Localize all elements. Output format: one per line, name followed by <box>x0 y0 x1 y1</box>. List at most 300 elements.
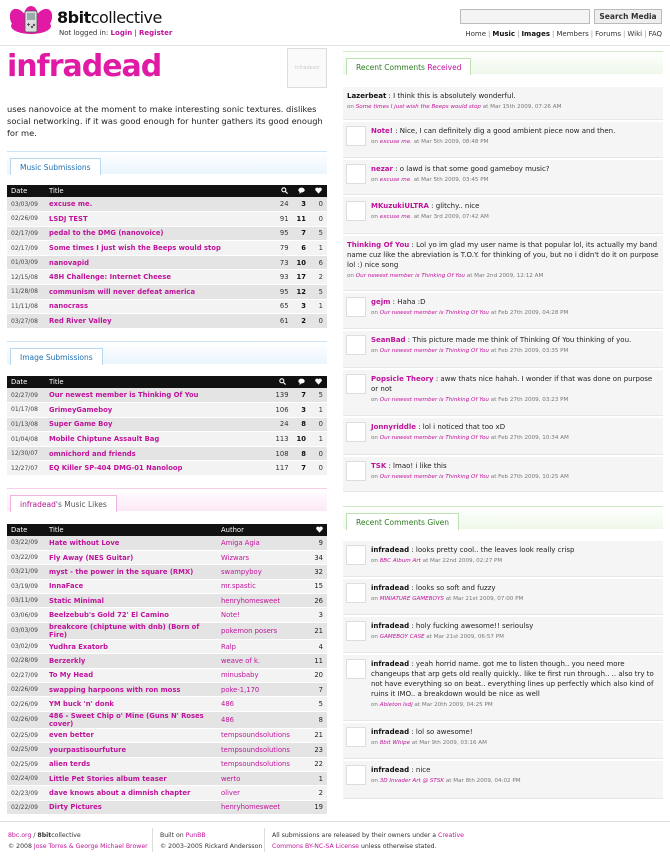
row-likes: 0 <box>310 417 327 432</box>
page-title: infradead <box>7 49 162 84</box>
row-likes: 1 <box>310 299 327 314</box>
table-row <box>7 197 327 212</box>
comment-message: : o lawd is that some good gameboy music? <box>392 165 550 173</box>
comment-text <box>371 583 659 593</box>
row-comments: 10 <box>293 432 310 447</box>
nav-separator: | <box>623 30 626 38</box>
row-title-link[interactable]: even better <box>45 728 217 742</box>
col-title[interactable]: Title <box>45 185 276 197</box>
comment-on-label: on <box>371 139 380 145</box>
comment-meta <box>371 348 659 354</box>
row-title-link[interactable]: Our newest member is Thinking Of You <box>45 388 272 403</box>
commenter-link[interactable]: TSK <box>371 462 387 470</box>
comment-target-link[interactable]: 8bit Whipe <box>379 740 411 746</box>
row-likes: 34 <box>307 550 327 564</box>
comment-message: : holy fucking awesome!! serioulsy <box>409 622 534 630</box>
comment-target-link[interactable]: Our newest member is Thinking Of You <box>379 348 489 354</box>
commenter-link[interactable]: Popsicle Theory <box>371 375 434 383</box>
comment-text <box>371 297 659 307</box>
row-date: 02/22/09 <box>7 800 45 814</box>
row-title-link[interactable]: YM buck 'n' donk <box>45 697 217 711</box>
row-author-link[interactable]: oliver <box>217 786 307 800</box>
nav-item-images[interactable]: Images <box>521 30 550 38</box>
commenter-avatar[interactable] <box>346 765 366 785</box>
commenter-link[interactable]: gejm <box>371 298 391 306</box>
search-media-button[interactable]: Search Media <box>594 9 662 24</box>
table-row <box>7 639 327 653</box>
row-title-link[interactable]: yourpastisourfuture <box>45 743 217 757</box>
row-author-link[interactable]: tempsoundsolutions <box>217 757 307 771</box>
comment-on-label: on <box>371 778 380 784</box>
row-title-link[interactable]: nanocrass <box>45 299 276 314</box>
nav-item-music[interactable]: Music <box>492 30 516 38</box>
heart-icon[interactable] <box>310 376 327 388</box>
search-icon[interactable] <box>276 185 293 197</box>
comment-item <box>343 761 663 799</box>
row-title-link[interactable]: 486 - Sweet Chip o' Mine (Guns N' Roses cover) <box>45 711 217 728</box>
nav-item-wiki[interactable]: Wiki <box>627 30 643 38</box>
table-row <box>7 388 327 403</box>
comment-meta <box>371 214 659 220</box>
comment-timestamp: at Mar 2nd 2009, 12:12 AM <box>464 273 544 279</box>
row-likes: 4 <box>307 639 327 653</box>
comment-target-link[interactable]: Our newest member is Thinking Of You <box>379 474 489 480</box>
row-comments: 2 <box>293 314 310 329</box>
row-likes: 0 <box>310 212 327 227</box>
row-plays: 95 <box>276 285 293 300</box>
row-date: 03/03/09 <box>7 197 45 212</box>
row-plays: 108 <box>272 446 293 461</box>
row-title-link[interactable]: Fly Away (NES Guitar) <box>45 550 217 564</box>
row-title-link[interactable]: Beelzebub's Gold 72' El Camino <box>45 608 217 622</box>
comment-target-link[interactable]: Our newest member is Thinking Of You <box>379 435 489 441</box>
comment-text <box>371 765 659 775</box>
comment-body <box>371 297 659 316</box>
row-title-link[interactable]: Yudhra Exatorb <box>45 639 217 653</box>
row-likes: 0 <box>310 446 327 461</box>
commenter-avatar[interactable] <box>346 297 366 317</box>
row-date: 03/02/09 <box>7 639 45 653</box>
commenter-link[interactable]: infradead <box>371 766 410 774</box>
row-title-link[interactable]: 48H Challenge: Internet Cheese <box>45 270 276 285</box>
commenter-link[interactable]: SeanBad <box>371 336 406 344</box>
table-row <box>7 771 327 785</box>
comment-target-link[interactable]: excuse me. <box>379 177 412 183</box>
comment-target-link[interactable]: Our newest member is Thinking Of You <box>355 273 465 279</box>
row-author-link[interactable]: swampyboy <box>217 565 307 579</box>
row-title-link[interactable]: communism will never defeat america <box>45 285 276 300</box>
comment-target-link[interactable]: Ableton lsdj <box>379 702 413 708</box>
commenter-avatar[interactable] <box>346 374 366 394</box>
comment-meta <box>371 558 659 564</box>
comment-on-label: on <box>347 273 356 279</box>
comment-body <box>371 727 659 746</box>
row-author-link[interactable]: Amiga Agia <box>217 536 307 550</box>
register-link[interactable]: Register <box>139 29 173 37</box>
comment-item <box>343 236 663 291</box>
row-title-link[interactable]: nanovapid <box>45 255 276 270</box>
row-author-link[interactable]: mr.spastic <box>217 579 307 593</box>
comment-timestamp: at Mar 9th 2009, 03:16 AM <box>410 740 487 746</box>
table-row <box>7 711 327 728</box>
table-row <box>7 683 327 697</box>
comment-text <box>371 201 659 211</box>
table-row <box>7 446 327 461</box>
row-comments: 8 <box>293 446 310 461</box>
comment-timestamp: at Mar 22nd 2009, 02:27 PM <box>420 558 503 564</box>
table-row <box>7 226 327 241</box>
row-plays: 24 <box>272 417 293 432</box>
row-likes: 32 <box>307 565 327 579</box>
table-row <box>7 417 327 432</box>
row-plays: 73 <box>276 255 293 270</box>
row-likes: 2 <box>310 270 327 285</box>
row-likes: 22 <box>307 757 327 771</box>
recent-received-header <box>343 51 663 74</box>
comment-on-label: on <box>347 104 356 110</box>
row-likes: 1 <box>310 403 327 418</box>
commenter-link[interactable]: infradead <box>371 584 410 592</box>
commenter-link[interactable]: Lazerbeat <box>347 92 387 100</box>
table-row <box>7 299 327 314</box>
row-date: 11/28/08 <box>7 285 45 300</box>
row-plays: 65 <box>276 299 293 314</box>
comment-item <box>343 579 663 615</box>
row-plays: 61 <box>276 314 293 329</box>
commenter-avatar[interactable] <box>346 335 366 355</box>
row-date: 03/11/09 <box>7 594 45 608</box>
footer-authors-link[interactable]: Jose Torres & George Michael Brower <box>33 843 148 850</box>
commenter-link[interactable]: nezar <box>371 165 393 173</box>
commenter-avatar[interactable] <box>346 126 366 146</box>
row-author-link[interactable]: henryhomesweet <box>217 800 307 814</box>
tab-recent-received[interactable]: Recent Comments Received <box>346 58 471 75</box>
comment-text <box>371 164 659 174</box>
comment-item <box>343 370 663 416</box>
comment-icon[interactable] <box>293 185 310 197</box>
commenter-avatar[interactable] <box>346 583 366 603</box>
comment-icon[interactable] <box>293 376 310 388</box>
comment-body <box>371 621 659 640</box>
comment-on-label: on <box>371 397 380 403</box>
row-date: 02/26/09 <box>7 212 45 227</box>
row-likes: 1 <box>310 241 327 256</box>
tab-image-submissions[interactable]: Image Submissions <box>10 348 103 365</box>
comment-message: : lmao! i like this <box>386 462 447 470</box>
table-row <box>7 594 327 608</box>
comment-target-link[interactable]: 3D Invader Art @ STSK <box>379 778 445 784</box>
8bc-logo[interactable] <box>10 6 52 44</box>
comment-on-label: on <box>371 702 380 708</box>
row-author-link[interactable]: minusbaby <box>217 668 307 682</box>
comment-message: : looks pretty cool.. the leaves look really crisp <box>409 546 575 554</box>
row-title-link[interactable]: dave knows about a dimnish chapter <box>45 786 217 800</box>
table-row <box>7 212 327 227</box>
col-date[interactable]: Date <box>7 185 45 197</box>
row-comments: 7 <box>293 388 310 403</box>
row-plays: 93 <box>276 270 293 285</box>
comment-on-label: on <box>371 214 380 220</box>
table-row <box>7 697 327 711</box>
row-date: 01/04/08 <box>7 432 45 447</box>
row-author-link[interactable]: henryhomesweet <box>217 594 307 608</box>
row-title-link[interactable]: GrimeyGameboy <box>45 403 272 418</box>
commenter-link[interactable]: Thinking Of You <box>347 241 410 249</box>
row-author-link[interactable]: poke-1,170 <box>217 683 307 697</box>
commenter-avatar[interactable] <box>346 621 366 641</box>
row-title-link[interactable]: Berzerkly <box>45 654 217 668</box>
row-title-link[interactable]: Little Pet Stories album teaser <box>45 771 217 785</box>
comment-body <box>371 126 659 145</box>
table-row <box>7 565 327 579</box>
row-title-link[interactable]: pedal to the DMG (nanovoice) <box>45 226 276 241</box>
row-date: 12/15/08 <box>7 270 45 285</box>
row-title-link[interactable]: swapping harpoons with ron moss <box>45 683 217 697</box>
row-likes: 1 <box>307 771 327 785</box>
commenter-link[interactable]: Note! <box>371 127 393 135</box>
row-date: 02/25/09 <box>7 757 45 771</box>
comment-meta <box>347 104 659 110</box>
comment-meta <box>371 702 659 708</box>
avatar: infradead <box>287 48 327 88</box>
comment-item <box>343 331 663 368</box>
row-title-link[interactable]: EQ Killer SP-404 DMG-01 Nanoloop <box>45 461 272 476</box>
row-plays: 24 <box>276 197 293 212</box>
comment-target-link[interactable]: excuse me. <box>379 139 412 145</box>
comment-timestamp: at Mar 21st 2009, 07:00 PM <box>443 596 524 602</box>
row-title-link[interactable]: breakcore (chiptune with dnb) (Born of Fire) <box>45 622 217 639</box>
row-comments: 10 <box>293 255 310 270</box>
license-link-2[interactable]: Commons BY-NC-SA License <box>272 843 359 850</box>
row-title-link[interactable]: LSDJ TEST <box>45 212 276 227</box>
footer-credits: 8bc.org / 8bitcollective © 2008 Jose Torres & George Michael Brower <box>8 832 148 850</box>
commenter-link[interactable]: MKuzukiULTRA <box>371 202 429 210</box>
comment-message: : yeah horrid name. got me to listen though.. you need more changeups that arp gets old really quickly.. like te first run through.. .. also try to not have everything so on beat.. everything lines up perfectly which also kind of ruins it IMO.. a breakdown would be nice as well <box>371 660 654 698</box>
comment-text <box>371 374 659 394</box>
col-date[interactable]: Date <box>7 524 45 536</box>
row-title-link[interactable]: alien terds <box>45 757 217 771</box>
header-divider <box>0 45 670 46</box>
col-title[interactable]: Title <box>45 524 217 536</box>
row-plays: 79 <box>276 241 293 256</box>
comment-meta <box>371 596 659 602</box>
table-row <box>7 432 327 447</box>
row-author-link[interactable]: werto <box>217 771 307 785</box>
nav-separator: | <box>517 30 520 38</box>
commenter-avatar[interactable] <box>346 545 366 565</box>
row-likes: 20 <box>307 668 327 682</box>
row-date: 01/17/08 <box>7 403 45 418</box>
row-date: 02/27/09 <box>7 388 45 403</box>
comment-message: : looks so soft and fuzzy <box>409 584 496 592</box>
comment-meta <box>371 740 659 746</box>
comment-body <box>371 335 659 354</box>
table-row <box>7 550 327 564</box>
comment-text <box>347 240 659 270</box>
comment-text <box>371 335 659 345</box>
row-author-link[interactable]: tempsoundsolutions <box>217 728 307 742</box>
tab-music-likes[interactable]: infradead's Music Likes <box>10 495 117 512</box>
comment-timestamp: at Mar 3rd 2009, 07:42 AM <box>411 214 489 220</box>
col-date[interactable]: Date <box>7 376 45 388</box>
row-title-link[interactable]: Dirty Pictures <box>45 800 217 814</box>
row-author-link[interactable]: weave of k. <box>217 654 307 668</box>
commenter-avatar[interactable] <box>346 164 366 184</box>
image-submissions-table <box>7 376 327 476</box>
comment-item <box>343 541 663 577</box>
row-date: 03/27/08 <box>7 314 45 329</box>
row-date: 02/17/09 <box>7 241 45 256</box>
license-link[interactable]: Creative <box>438 832 464 839</box>
row-plays: 106 <box>272 403 293 418</box>
user-bio: uses nanovoice at the moment to make interesting sonic textures. dislikes social networking. if it was good enough for hunter gathers its good enough for me. <box>7 104 323 138</box>
comment-meta <box>371 177 659 183</box>
row-likes: 19 <box>307 800 327 814</box>
row-title-link[interactable]: To My Head <box>45 668 217 682</box>
comment-target-link[interactable]: MINIATURE GAMEBOYS <box>379 596 444 602</box>
comment-on-label: on <box>371 634 380 640</box>
row-title-link[interactable]: excuse me. <box>45 197 276 212</box>
comment-timestamp: at Feb 27th 2009, 03:35 PM <box>488 348 569 354</box>
commenter-avatar[interactable] <box>346 461 366 481</box>
row-likes: 9 <box>307 536 327 550</box>
comment-on-label: on <box>371 558 380 564</box>
comment-text <box>371 461 659 471</box>
comment-body <box>371 374 659 403</box>
row-author-link[interactable]: 486 <box>217 697 307 711</box>
commenter-avatar[interactable] <box>346 422 366 442</box>
comment-timestamp: at Feb 27th 2009, 10:25 AM <box>488 474 569 480</box>
comment-message: : I think this is absolutely wonderful. <box>386 92 516 100</box>
row-date: 03/22/09 <box>7 550 45 564</box>
table-row <box>7 536 327 550</box>
table-row <box>7 608 327 622</box>
table-row <box>7 255 327 270</box>
row-author-link[interactable]: 486 <box>217 711 307 728</box>
nav-separator: | <box>644 30 647 38</box>
row-date: 02/26/09 <box>7 711 45 728</box>
nav-item-faq[interactable]: FAQ <box>648 30 662 38</box>
comment-timestamp: at Mar 15th 2009, 07:26 AM <box>480 104 562 110</box>
row-title-link[interactable]: myst - the power in the square (RMX) <box>45 565 217 579</box>
comment-on-label: on <box>371 348 380 354</box>
comment-meta <box>371 397 659 403</box>
row-plays: 117 <box>272 461 293 476</box>
punbb-link[interactable]: PunBB <box>185 832 206 839</box>
row-title-link[interactable]: Some times I just wish the Beeps would stop <box>45 241 276 256</box>
row-title-link[interactable]: Red River Valley <box>45 314 276 329</box>
nav-item-members[interactable]: Members <box>556 30 589 38</box>
nav-separator: | <box>590 30 594 38</box>
footer-punbb: Built on PunBB © 2003–2005 Rickard Andersson <box>160 832 263 850</box>
comment-body <box>371 583 659 602</box>
heart-icon[interactable] <box>307 524 327 536</box>
row-author-link[interactable]: Wizwars <box>217 550 307 564</box>
row-author-link[interactable]: Ralp <box>217 639 307 653</box>
row-likes: 15 <box>307 579 327 593</box>
commenter-avatar[interactable] <box>346 727 366 747</box>
footer-divider-2 <box>264 828 265 852</box>
comment-message: : Haha :D <box>390 298 426 306</box>
row-likes: 7 <box>307 683 327 697</box>
row-title-link[interactable]: omnichord and friends <box>45 446 272 461</box>
row-title-link[interactable]: Static Minimal <box>45 594 217 608</box>
comment-message: : Nice, I can definitely dig a good ambient piece now and then. <box>392 127 616 135</box>
comment-meta <box>371 634 659 640</box>
comment-target-link[interactable]: Some times I just wish the Beeps would stop <box>355 104 481 110</box>
tab-recent-given[interactable]: Recent Comments Given <box>346 513 459 530</box>
commenter-avatar[interactable] <box>346 201 366 221</box>
col-author[interactable]: Author <box>217 524 307 536</box>
row-title-link[interactable]: InnaFace <box>45 579 217 593</box>
comment-on-label: on <box>371 310 380 316</box>
comment-item <box>343 122 663 158</box>
comment-timestamp: at Mar 5th 2009, 08:48 PM <box>411 139 489 145</box>
music-likes-table <box>7 524 327 815</box>
row-author-link[interactable]: Note! <box>217 608 307 622</box>
row-author-link[interactable]: tempsoundsolutions <box>217 743 307 757</box>
table-row <box>7 757 327 771</box>
search-icon[interactable] <box>272 376 293 388</box>
tab-music-submissions[interactable]: Music Submissions <box>10 158 101 175</box>
row-date: 03/22/09 <box>7 536 45 550</box>
nav-item-forums[interactable]: Forums <box>595 30 621 38</box>
row-plays: 113 <box>272 432 293 447</box>
comment-target-link[interactable]: Our newest member is Thinking Of You <box>379 310 489 316</box>
music-likes-header <box>7 488 327 511</box>
site-name[interactable]: 8bitcollective <box>57 8 162 27</box>
music-submissions-header <box>7 151 327 174</box>
comment-body <box>371 164 659 183</box>
comment-target-link[interactable]: excuse me. <box>379 214 412 220</box>
row-date: 12/27/07 <box>7 461 45 476</box>
comment-on-label: on <box>371 474 380 480</box>
row-comments: 7 <box>293 461 310 476</box>
login-link[interactable]: Login <box>110 29 133 37</box>
row-author-link[interactable]: pokemon posers <box>217 622 307 639</box>
row-likes: 8 <box>307 711 327 728</box>
row-title-link[interactable]: Mobile Chiptune Assault Bag <box>45 432 272 447</box>
comment-text <box>371 659 659 699</box>
row-title-link[interactable]: Super Game Boy <box>45 417 272 432</box>
col-title[interactable]: Title <box>45 376 272 388</box>
commenter-link[interactable]: infradead <box>371 660 410 668</box>
commenter-avatar[interactable] <box>346 659 366 679</box>
footer-8bc-link[interactable]: 8bc.org <box>8 832 32 839</box>
row-comments: 3 <box>293 197 310 212</box>
row-title-link[interactable]: Hate without Love <box>45 536 217 550</box>
heart-icon[interactable] <box>310 185 327 197</box>
comment-target-link[interactable]: Our newest member is Thinking Of You <box>379 397 489 403</box>
commenter-link[interactable]: infradead <box>371 622 410 630</box>
nav-item-home[interactable]: Home <box>465 30 487 38</box>
row-date: 12/30/07 <box>7 446 45 461</box>
search-input[interactable] <box>460 9 590 24</box>
table-row <box>7 285 327 300</box>
commenter-link[interactable]: Jonnyriddle <box>371 423 416 431</box>
comment-target-link[interactable]: 8BC Album Art <box>379 558 421 564</box>
comment-item <box>343 87 663 120</box>
comment-message: : aww thats nice hahah. I wonder if that was done on purpose or not <box>371 375 653 393</box>
comment-body <box>371 422 659 441</box>
row-date: 03/19/09 <box>7 579 45 593</box>
commenter-link[interactable]: infradead <box>371 546 410 554</box>
commenter-link[interactable]: infradead <box>371 728 410 736</box>
comment-target-link[interactable]: GAMEBOY CASE <box>379 634 425 640</box>
footer-divider <box>0 821 670 822</box>
row-likes: 2 <box>307 786 327 800</box>
row-date: 02/28/09 <box>7 654 45 668</box>
